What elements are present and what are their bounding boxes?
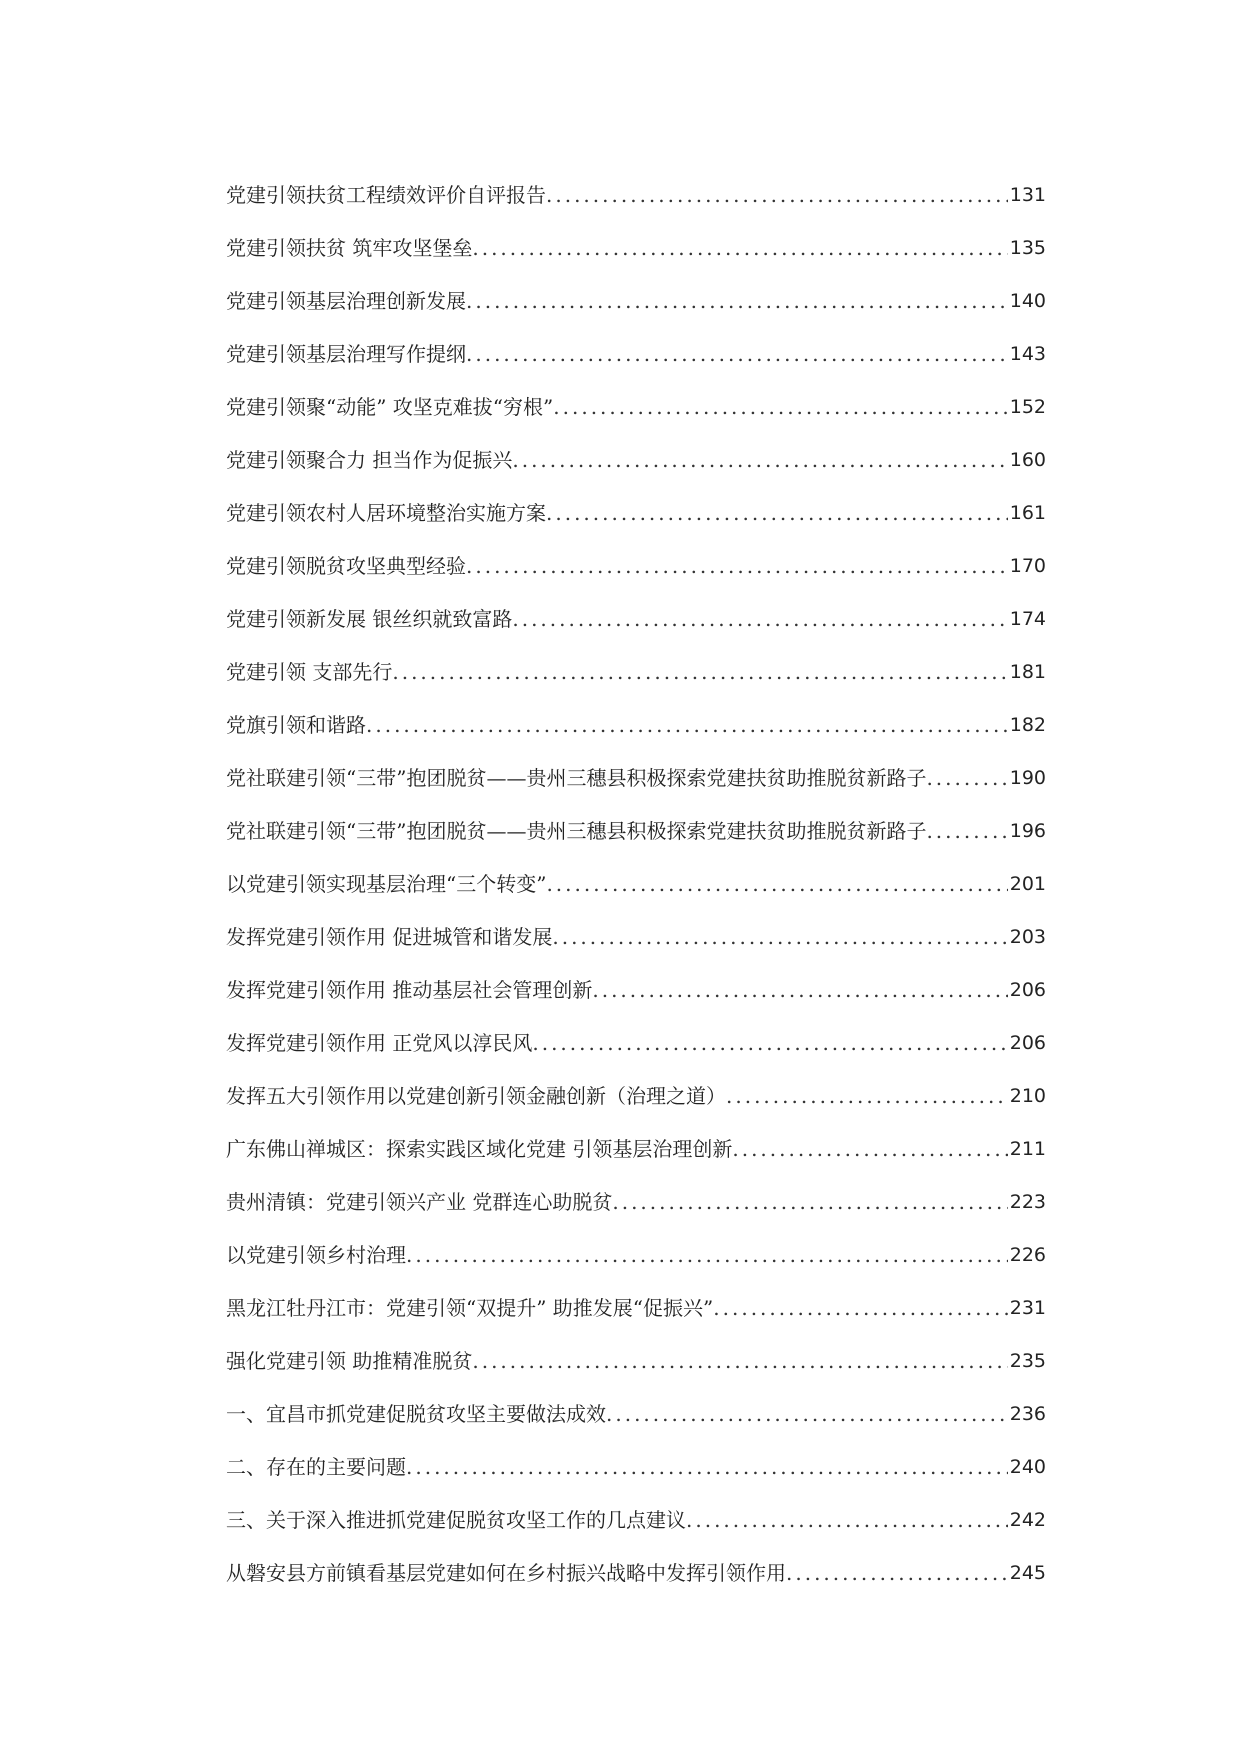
table-of-contents — [226, 155, 1046, 1586]
toc-entry[interactable] — [226, 897, 1046, 950]
dot-leader — [466, 288, 1008, 314]
dot-leader — [592, 977, 1007, 1003]
toc-entry-title: 强化党建引领 助推精准脱贫 — [226, 1349, 473, 1373]
dot-leader — [686, 1507, 1008, 1533]
toc-entry-title: 二、存在的主要问题 — [226, 1455, 406, 1479]
toc-entry[interactable] — [226, 738, 1046, 791]
toc-entry[interactable] — [226, 1374, 1046, 1427]
dot-leader — [726, 1083, 1008, 1109]
toc-page-number: 245 — [1009, 1562, 1046, 1584]
toc-page-number: 236 — [1009, 1403, 1046, 1425]
dot-leader — [926, 765, 1007, 791]
dot-leader — [786, 1560, 1008, 1586]
toc-entry-title: 党建引领扶贫工程绩效评价自评报告 — [226, 183, 546, 207]
toc-page-number: 201 — [1009, 873, 1046, 895]
toc-entry-title: 党建引领聚“动能” 攻坚克难拔“穷根” — [226, 395, 554, 419]
dot-leader — [546, 871, 1007, 897]
toc-entry-title: 党建引领基层治理写作提纲 — [226, 342, 466, 366]
dot-leader — [466, 553, 1008, 579]
dot-leader — [713, 1295, 1007, 1321]
toc-entry[interactable] — [226, 1321, 1046, 1374]
toc-page-number: 210 — [1009, 1085, 1046, 1107]
toc-entry-title: 以党建引领乡村治理 — [226, 1243, 406, 1267]
toc-entry[interactable] — [226, 579, 1046, 632]
toc-page-number: 206 — [1009, 1032, 1046, 1054]
toc-page-number: 231 — [1009, 1297, 1046, 1319]
toc-entry[interactable] — [226, 791, 1046, 844]
toc-entry[interactable] — [226, 1056, 1046, 1109]
toc-entry-title: 三、关于深入推进抓党建促脱贫攻坚工作的几点建议 — [226, 1508, 686, 1532]
toc-entry-title: 党社联建引领“三带”抱团脱贫——贵州三穗县积极探索党建扶贫助推脱贫新路子 — [226, 819, 927, 843]
toc-entry[interactable] — [226, 314, 1046, 367]
dot-leader — [553, 394, 1007, 420]
toc-entry-title: 贵州清镇：党建引领兴产业 党群连心助脱贫 — [226, 1190, 613, 1214]
toc-entry[interactable] — [226, 420, 1046, 473]
toc-page-number: 182 — [1009, 714, 1046, 736]
toc-entry[interactable] — [226, 1480, 1046, 1533]
toc-page-number: 196 — [1009, 820, 1046, 842]
toc-page-number: 223 — [1009, 1191, 1046, 1213]
toc-page-number: 181 — [1009, 661, 1046, 683]
toc-entry-title: 党建引领聚合力 担当作为促振兴 — [226, 448, 513, 472]
toc-entry[interactable] — [226, 844, 1046, 897]
toc-entry-title: 党建引领脱贫攻坚典型经验 — [226, 554, 466, 578]
dot-leader — [606, 1401, 1008, 1427]
toc-entry[interactable] — [226, 1109, 1046, 1162]
toc-entry-title: 党建引领新发展 银丝织就致富路 — [226, 607, 513, 631]
toc-entry-title: 发挥党建引领作用 正党风以淳民风 — [226, 1031, 533, 1055]
toc-entry-title: 发挥五大引领作用以党建创新引领金融创新（治理之道） — [226, 1084, 726, 1108]
toc-entry-title: 党建引领扶贫 筑牢攻坚堡垒 — [226, 236, 473, 260]
dot-leader — [612, 1189, 1007, 1215]
toc-page-number: 240 — [1009, 1456, 1046, 1478]
toc-entry[interactable] — [226, 155, 1046, 208]
toc-entry-title: 党建引领农村人居环境整治实施方案 — [226, 501, 546, 525]
toc-entry[interactable] — [226, 685, 1046, 738]
dot-leader — [406, 1454, 1008, 1480]
toc-page-number: 203 — [1009, 926, 1046, 948]
toc-page-number: 170 — [1009, 555, 1046, 577]
dot-leader — [546, 182, 1008, 208]
dot-leader — [532, 1030, 1007, 1056]
toc-page-number: 242 — [1009, 1509, 1046, 1531]
toc-page-number: 140 — [1009, 290, 1046, 312]
toc-page-number: 160 — [1009, 449, 1046, 471]
toc-page-number: 235 — [1009, 1350, 1046, 1372]
toc-entry[interactable] — [226, 1215, 1046, 1268]
toc-entry-title: 一、宜昌市抓党建促脱贫攻坚主要做法成效 — [226, 1402, 606, 1426]
dot-leader — [552, 924, 1007, 950]
toc-entry[interactable] — [226, 1533, 1046, 1586]
dot-leader — [472, 235, 1007, 261]
toc-entry[interactable] — [226, 950, 1046, 1003]
toc-entry[interactable] — [226, 261, 1046, 314]
toc-entry[interactable] — [226, 632, 1046, 685]
toc-entry[interactable] — [226, 208, 1046, 261]
toc-entry[interactable] — [226, 1003, 1046, 1056]
dot-leader — [472, 1348, 1007, 1374]
toc-entry[interactable] — [226, 1162, 1046, 1215]
dot-leader — [406, 1242, 1008, 1268]
dot-leader — [392, 659, 1007, 685]
dot-leader — [466, 341, 1008, 367]
toc-entry-title: 发挥党建引领作用 促进城管和谐发展 — [226, 925, 553, 949]
toc-entry[interactable] — [226, 1268, 1046, 1321]
dot-leader — [732, 1136, 1007, 1162]
toc-page-number: 131 — [1009, 184, 1046, 206]
toc-entry[interactable] — [226, 1427, 1046, 1480]
toc-entry-title: 党社联建引领“三带”抱团脱贫——贵州三穗县积极探索党建扶贫助推脱贫新路子 — [226, 766, 927, 790]
dot-leader — [926, 818, 1007, 844]
toc-page-number: 135 — [1009, 237, 1046, 259]
toc-page-number: 206 — [1009, 979, 1046, 1001]
toc-entry[interactable] — [226, 473, 1046, 526]
dot-leader — [512, 447, 1007, 473]
toc-entry-title: 党旗引领和谐路 — [226, 713, 366, 737]
toc-entry-title: 党建引领基层治理创新发展 — [226, 289, 466, 313]
toc-entry-title: 从磐安县方前镇看基层党建如何在乡村振兴战略中发挥引领作用 — [226, 1561, 786, 1585]
toc-entry[interactable] — [226, 367, 1046, 420]
toc-page-number: 152 — [1009, 396, 1046, 418]
dot-leader — [512, 606, 1007, 632]
toc-entry-title: 党建引领 支部先行 — [226, 660, 393, 684]
toc-entry-title: 广东佛山禅城区：探索实践区域化党建 引领基层治理创新 — [226, 1137, 733, 1161]
dot-leader — [366, 712, 1008, 738]
dot-leader — [546, 500, 1008, 526]
toc-page-number: 190 — [1009, 767, 1046, 789]
toc-page-number: 161 — [1009, 502, 1046, 524]
toc-entry-title: 以党建引领实现基层治理“三个转变” — [226, 872, 547, 896]
toc-page-number: 211 — [1009, 1138, 1046, 1160]
toc-entry-title: 发挥党建引领作用 推动基层社会管理创新 — [226, 978, 593, 1002]
toc-page-number: 174 — [1009, 608, 1046, 630]
toc-page-number: 143 — [1009, 343, 1046, 365]
toc-entry-title: 黑龙江牡丹江市：党建引领“双提升” 助推发展“促振兴” — [226, 1296, 714, 1320]
toc-page-number: 226 — [1009, 1244, 1046, 1266]
toc-entry[interactable] — [226, 526, 1046, 579]
